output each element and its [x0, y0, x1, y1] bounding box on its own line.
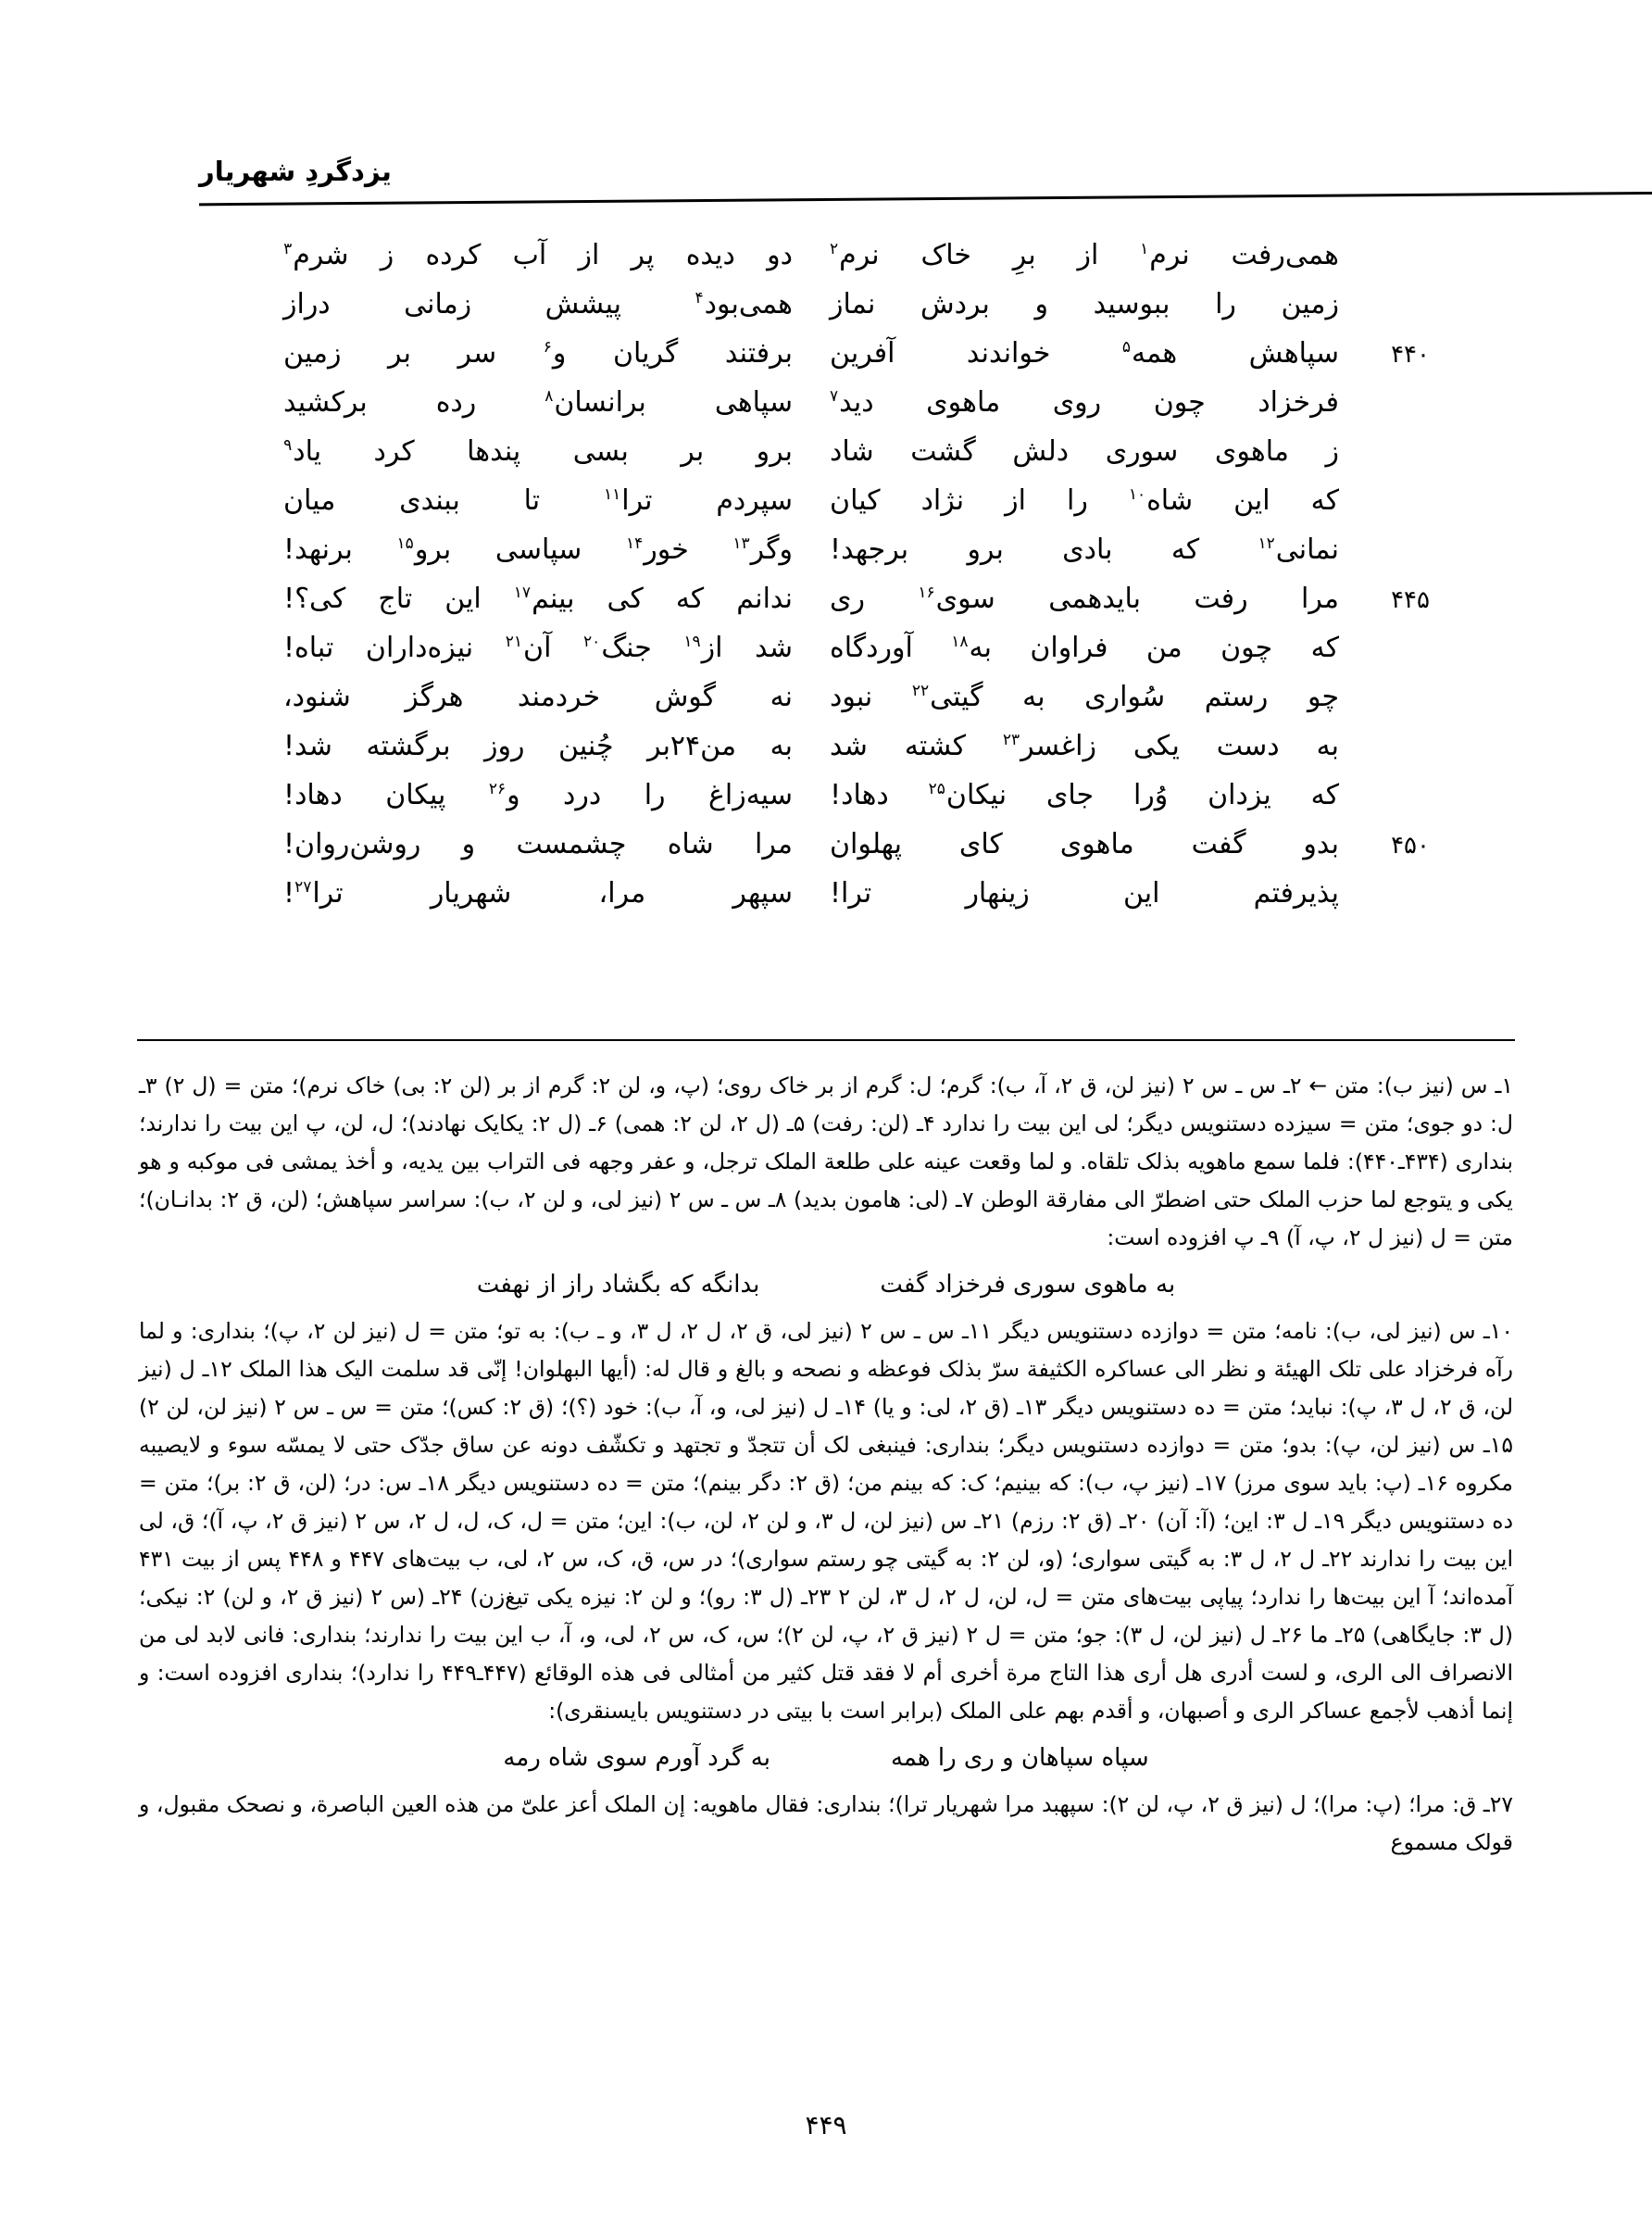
footnote-marker: ۱۳: [732, 534, 750, 553]
verse-line: [278, 828, 1430, 872]
footnote-marker: ۱۹: [683, 633, 701, 651]
hemistich-right: سپاهش همه$^۵$ خواندند آفرین: [830, 337, 1339, 370]
footnote-marker: ۷: [830, 387, 839, 406]
hemistich-left: سپردم ترا$^{۱۱}$ تا ببندی میان: [283, 484, 793, 517]
inline-hemistich-right: به ماهوی سوری فرخزاد گفت: [880, 1271, 1176, 1299]
footnote-marker: ۱۲: [1258, 534, 1275, 553]
hemistich-right: ز ماهوی سوری دلش گشت شاد: [830, 435, 1339, 468]
verse-line: [278, 583, 1430, 626]
hemistich-right: فرخزاد چون روی ماهوی دید$^۷$: [830, 386, 1339, 419]
header-title: یزدگردِ شهریار: [199, 156, 392, 187]
hemistich-left: ندانم که کی بینم$^{۱۷}$ این تاج کی؟!: [283, 583, 793, 615]
hemistich-left: نه گوش خردمند هرگز شنود،: [283, 681, 793, 713]
hemistich-right: که چون من فراوان به$^{۱۸}$ آوردگاه: [830, 632, 1339, 664]
hemistich-left: برفتند گریان و$^۶$ سر بر زمین: [283, 337, 793, 370]
hemistich-left: سپاهی برانسان$^۸$ رده برکشید: [283, 386, 793, 419]
apparatus-inline-verse: [139, 1734, 1513, 1782]
footnote-marker: ۵: [1121, 338, 1131, 357]
verse-line: [278, 533, 1430, 577]
header-rule: [199, 192, 1652, 206]
verse-line: [278, 730, 1430, 773]
footnote-marker: ۲۶: [488, 780, 507, 798]
hemistich-right: زمین را ببوسید و بردش نماز: [830, 288, 1339, 320]
footnote-marker: ۱: [1140, 240, 1149, 258]
footnote-marker: ۱۵: [396, 534, 414, 553]
footnote-marker: ۲۵: [928, 780, 945, 798]
verse-number: ۴۵۰: [1391, 832, 1430, 860]
verse-block: [278, 239, 1430, 926]
footnote-marker: ۱۰: [1128, 485, 1146, 504]
apparatus-paragraph: ۲۷ـ ق: مرا؛ (پ: مرا)؛ ل (نیز ق ۲، پ، لن ۲): سپهبد مرا شهریار ترا)؛ بنداری: فقال ماهویه: إن الملک أعز علیّ من هذه العین الباصرة، و نصحک مقبول، و قولک مسموع: [139, 1791, 1513, 1855]
footnote-marker: ۲: [830, 240, 839, 258]
verse-line: [278, 484, 1430, 528]
verse-line: [278, 239, 1430, 282]
footnote-marker: ۱۷: [513, 584, 532, 602]
inline-hemistich-left: بدانگه که بگشاد راز از نهفت: [476, 1271, 760, 1299]
hemistich-left: وگر$^{۱۳}$ خور$^{۱۴}$ سپاسی برو$^{۱۵}$ برنهد!: [283, 533, 793, 566]
footnote-marker: ۲۱: [505, 633, 523, 651]
hemistich-left: برو بر بسی پندها کرد یاد$^۹$: [283, 435, 793, 468]
page-number: ۴۴۹: [805, 2110, 847, 2140]
hemistich-left: دو دیده پر از آب کرده ز شرم$^۳$: [283, 239, 793, 271]
apparatus-inline-verse: [139, 1261, 1513, 1309]
footnote-marker: ۸: [544, 387, 554, 406]
hemistich-right: که یزدان وُرا جای نیکان$^{۲۵}$ دهاد!: [830, 779, 1339, 811]
inline-hemistich-left: به گرد آورم سوی شاه رمه: [503, 1744, 770, 1772]
footnote-marker: ۲۰: [583, 633, 601, 651]
footnote-marker: ۶: [543, 338, 552, 357]
hemistich-right: نمانی$^{۱۲}$ که بادی برو برجهد!: [830, 533, 1339, 566]
apparatus-paragraph: ۱۰ـ س (نیز لی، ب): نامه؛ متن = دوازده دستنویس دیگر ۱۱ـ س ـ س ۲ (نیز لی، ق ۲، ل ۲، ل ۳، و ـ ب): به تو؛ متن = ل (نیز لن ۲، پ)؛ بنداری: و لما رآه فرخزاد علی تلک الهیئة و نظر الی عساکره الکثیفة سرّ بذلک فوعظه و نصحه و بالغ و قال له: (أیها البهلوان! إنّی قد سلمت الیک هذا الملک ۱۲ـ ل (نیز لن، ق ۲، ل ۳، پ): نباید؛ متن = ده دستنویس دیگر ۱۳ـ (ق ۲، لی: و یا) ۱۴ـ ل (نیز لی، و، آ، ب): خود (؟)؛ (ق ۲: کس)؛ متن = س ـ س ۲ (نیز لن، لن ۲) ۱۵ـ س (نیز لن، پ): بدو؛ متن = دوازده دستنویس دیگر؛ بنداری: فینبغی لک أن تتجدّ و تجتهد و تکشّف دونه عن ساق جدّک حتی لا یمسّه سوء و لایصیبه مکروه ۱۶ـ (پ: باید سوی مرز) ۱۷ـ (نیز پ، ب): که بینیم؛ ک: که بینم من؛ (ق ۲: دگر بینم)؛ متن = ده دستنویس دیگر ۱۸ـ س: در؛ (لن، ق ۲: بر)؛ متن = ده دستنویس دیگر ۱۹ـ ل ۳: این؛ (آ: آن) ۲۰ـ (ق ۲: رزم) ۲۱ـ س (نیز لن، ل ۳، و لن ۲، لن، ب): این؛ متن = ل، ک، ل، ل ۲، س ۲ (نیز ق ۲، پ، آ)؛ ق، لی این بیت را ندارند ۲۲ـ ل ۲، ل ۳: به گیتی سواری؛ (و، لن ۲: به گیتی چو رستم سواری)؛ در س، ق، ک، س ۲، لی، ب بیت‌های ۴۴۷ و ۴۴۸ پس از بیت ۴۳۱ آمده‌اند؛ آ این بیت‌ها را ندارد؛ پیاپی بیت‌های متن = ل، لن، ل ۲، ل ۳، لن ۲ ۲۳ـ (ل ۳: رو)؛ و لن ۲: نیزه یکی تیغ‌زن) ۲۴ـ (س ۲ (نیز ق ۲، و لن) ۲: نیکی؛ (ل ۳: جایگاهی) ۲۵ـ ما ۲۶ـ ل (نیز لن، ل ۳): جو؛ متن = ل ۲ (نیز ق ۲، پ، لن ۲)؛ س، ک، س ۲، لی، و، آ، ب این بیت را ندارند؛ بنداری: فانی لابد لی من الانصراف الی الری، و لست أدری هل أری هذا التاج مرة أخری أم لا فقد قتل کثیر من أمثالی فی هذه الوقائع (۴۴۷ـ۴۴۹ را ندارد)؛ بنداری افزوده است: و إنما أذهب لأجمع عساکر الری و أصبهان، و أقدم بهم علی الملک (برابر است با بیتی در دستنویس بایسنقری):: [139, 1318, 1514, 1724]
hemistich-left: همی‌بود$^۴$ پیشش زمانی دراز: [283, 288, 793, 320]
footnote-marker: ۲۳: [1002, 731, 1020, 749]
hemistich-left: سیه‌زاغ را درد و$^{۲۶}$ پیکان دهاد!: [283, 779, 793, 811]
verse-number: ۴۴۵: [1391, 586, 1430, 614]
verse-line: [278, 288, 1430, 332]
footnote-marker: ۱۸: [951, 633, 969, 651]
hemistich-right: بدو گفت ماهوی کای پهلوان: [830, 828, 1339, 860]
hemistich-right: چو رستم سُواری به گیتی$^{۲۲}$ نبود: [830, 681, 1339, 713]
verse-line: [278, 386, 1430, 430]
verse-number: ۴۴۰: [1391, 341, 1430, 369]
footnote-marker: ۴: [695, 289, 704, 307]
running-head: [199, 139, 1652, 195]
inline-hemistich-right: سپاه سپاهان و ری را همه: [890, 1744, 1149, 1772]
footnote-marker: ۱۶: [918, 584, 935, 602]
hemistich-left: شد از$^{۱۹}$ جنگ$^{۲۰}$ آن$^{۲۱}$ نیزه‌داران تباه!: [283, 632, 793, 664]
hemistich-right: به دست یکی زاغسر$^{۲۳}$ کشته شد: [830, 730, 1339, 762]
verse-line: [278, 681, 1430, 724]
hemistich-right: که این شاه$^{۱۰}$ را از نژاد کیان: [830, 484, 1339, 517]
footnote-marker: ۲۷: [294, 878, 312, 897]
verse-line: [278, 632, 1430, 675]
apparatus-criticus: [139, 1067, 1513, 1862]
footnote-marker: ۲۲: [911, 682, 930, 700]
apparatus-paragraph: ۱ـ س (نیز ب): متن ← ۲ـ س ـ س ۲ (نیز لن، ق ۲، آ، ب): گرم؛ ل: گرم از بر خاک روی؛ (پ، و، لن ۲: گرم از بر (لن ۲: بی) خاک نرم)؛ متن = (ل ۲) ۳ـ ل: دو جوی؛ متن = سیزده دستنویس دیگر؛ لی این بیت را ندارد ۴ـ (لن: رفت) ۵ـ (ل ۲، لن ۲: همی) ۶ـ (ل ۲: یکایک نهادند)؛ ل، لن، پ این بیت را ندارند؛ بنداری (۴۳۴ـ۴۴۰): فلما سمع ماهویه بذلک تلقاه. و لما وقعت عینه علی طلعة الملک ترجل، و عفر وجهه فی التراب بین یدیه، و أخذ یمشی فی موکبه و هو یکی و یتوجع لما حزب الملک حتی اضطرّ الی مفارقة الوطن ۷ـ (لی: هامون بدید) ۸ـ س ـ س ۲ (نیز لی، و لن ۲، ب): سراسر سپاهش؛ (لن، ق ۲: بدانـان)؛ متن = ل (نیز ل ۲، پ، آ) ۹ـ پ افزوده است:: [139, 1073, 1514, 1250]
apparatus-divider: [137, 1039, 1515, 1041]
hemistich-left: مرا شاه چشمست و روشن‌روان!: [283, 828, 793, 860]
verse-line: [278, 779, 1430, 822]
hemistich-left: به من۲۴بر چُنین روز برگشته شد!: [283, 730, 793, 762]
verse-line: [278, 877, 1430, 921]
footnote-marker: ۱۴: [625, 534, 644, 553]
verse-line: [278, 435, 1430, 479]
footnote-marker: ۱۱: [603, 485, 621, 504]
hemistich-right: مرا رفت بایدهمی سوی$^{۱۶}$ ری: [830, 583, 1339, 615]
hemistich-left: سپهر مرا، شهریار ترا$^{۲۷}$!: [283, 877, 793, 910]
footnote-marker: ۳: [283, 240, 293, 258]
verse-line: [278, 337, 1430, 381]
hemistich-right: پذیرفتم این زینهار ترا!: [830, 877, 1339, 910]
hemistich-right: همی‌رفت نرم$^۱$ از برِ خاک نرم$^۲$: [830, 239, 1339, 271]
footnote-marker: ۹: [283, 436, 293, 455]
